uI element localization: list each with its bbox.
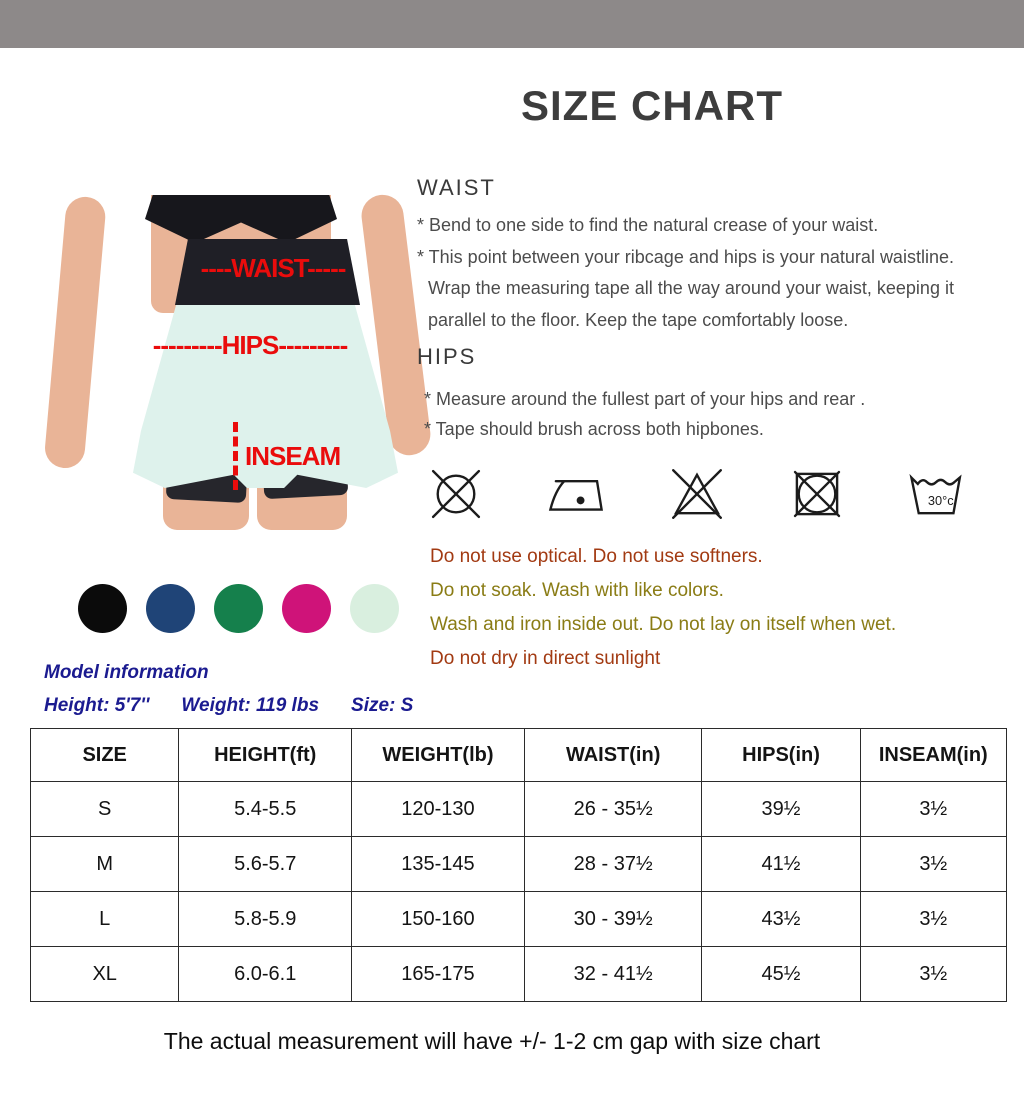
swatch-green: [214, 584, 263, 633]
table-cell: 120-130: [352, 782, 525, 837]
do-not-tumble-dry-icon: [785, 462, 849, 526]
waist-section-heading: WAIST: [417, 175, 496, 200]
inseam-dashed-line: [233, 422, 238, 490]
table-cell: 41½: [702, 837, 860, 892]
table-header-row: [31, 729, 1007, 782]
waist-section-text: [417, 210, 954, 336]
table-cell: 5.4-5.5: [179, 782, 352, 837]
wash-temp-label: 30°c: [927, 492, 954, 508]
swatch-mint: [350, 584, 399, 633]
column-header-waist: WAIST(in): [524, 729, 702, 782]
table-row: [31, 947, 1007, 1002]
waist-line: * Bend to one side to find the natural crease of your waist.: [417, 215, 879, 235]
do-not-bleach-icon: [665, 462, 729, 526]
table-cell: 30 - 39½: [524, 892, 702, 947]
swatch-navy: [146, 584, 195, 633]
care-instruction-line: Do not dry in direct sunlight: [430, 648, 661, 669]
swatch-magenta: [282, 584, 331, 633]
care-symbols-row: [424, 462, 969, 526]
table-row: [31, 837, 1007, 892]
table-cell: 3½: [860, 947, 1006, 1002]
model-info-heading: Model information: [44, 662, 209, 683]
model-info-details: [44, 695, 413, 717]
table-cell: 3½: [860, 782, 1006, 837]
model-height: Height: 5'7'': [44, 695, 150, 716]
table-cell: 150-160: [352, 892, 525, 947]
inseam-measure-label: INSEAM: [245, 441, 341, 471]
care-instruction-line: Do not soak. Wash with like colors.: [430, 580, 724, 601]
iron-one-dot-icon: [544, 462, 608, 526]
table-cell: 5.6-5.7: [179, 837, 352, 892]
waist-line: * This point between your ribcage and hips is your natural waistline.: [417, 246, 954, 267]
measurement-disclaimer: The actual measurement will have +/- 1-2 cm gap with size chart: [163, 1028, 821, 1054]
hips-line: * Measure around the fullest part of your hips and rear .: [424, 389, 866, 409]
do-not-dry-clean-icon: [424, 462, 488, 526]
table-cell: XL: [31, 947, 179, 1002]
care-instruction-line: Wash and iron inside out. Do not lay on itself when wet.: [430, 614, 897, 635]
color-swatches-row: [78, 584, 399, 633]
care-instructions: [430, 540, 896, 676]
swatch-black: [78, 584, 127, 633]
table-cell: 5.8-5.9: [179, 892, 352, 947]
hips-line: * Tape should brush across both hipbones.: [424, 419, 764, 439]
model-left-arm-shape: [43, 195, 107, 469]
care-instruction-line: Do not use optical. Do not use softners.: [430, 546, 763, 567]
column-header-size: SIZE: [31, 729, 179, 782]
table-cell: 28 - 37½: [524, 837, 702, 892]
column-header-hips: HIPS(in): [702, 729, 860, 782]
model-size: Size: S: [351, 695, 414, 716]
waist-measure-label: ----WAIST-----: [200, 253, 346, 283]
hips-measure-label: ---------HIPS---------: [152, 330, 348, 360]
table-cell: 135-145: [352, 837, 525, 892]
table-cell: 45½: [702, 947, 860, 1002]
table-row: [31, 782, 1007, 837]
table-cell: S: [31, 782, 179, 837]
size-table: [30, 728, 1007, 1002]
page-title: SIZE CHART: [521, 82, 783, 129]
top-gray-bar: [0, 0, 1024, 48]
model-weight: Weight: 119 lbs: [181, 695, 320, 716]
table-cell: 6.0-6.1: [179, 947, 352, 1002]
machine-wash-30-icon: [905, 462, 969, 526]
table-cell: 32 - 41½: [524, 947, 702, 1002]
waist-line: Wrap the measuring tape all the way around your waist, keeping it: [428, 278, 954, 298]
table-row: [31, 892, 1007, 947]
waist-line: parallel to the floor. Keep the tape comfortably loose.: [428, 309, 849, 330]
table-cell: M: [31, 837, 179, 892]
table-cell: 43½: [702, 892, 860, 947]
table-cell: 26 - 35½: [524, 782, 702, 837]
column-header-inseam: INSEAM(in): [860, 729, 1006, 782]
table-cell: 39½: [702, 782, 860, 837]
table-cell: L: [31, 892, 179, 947]
column-header-height: HEIGHT(ft): [179, 729, 352, 782]
table-cell: 3½: [860, 892, 1006, 947]
hips-section-text: [424, 384, 865, 444]
hips-section-heading: HIPS: [417, 344, 477, 369]
table-cell: 3½: [860, 837, 1006, 892]
table-cell: 165-175: [352, 947, 525, 1002]
column-header-weight: WEIGHT(lb): [352, 729, 525, 782]
model-photo: [55, 195, 435, 530]
